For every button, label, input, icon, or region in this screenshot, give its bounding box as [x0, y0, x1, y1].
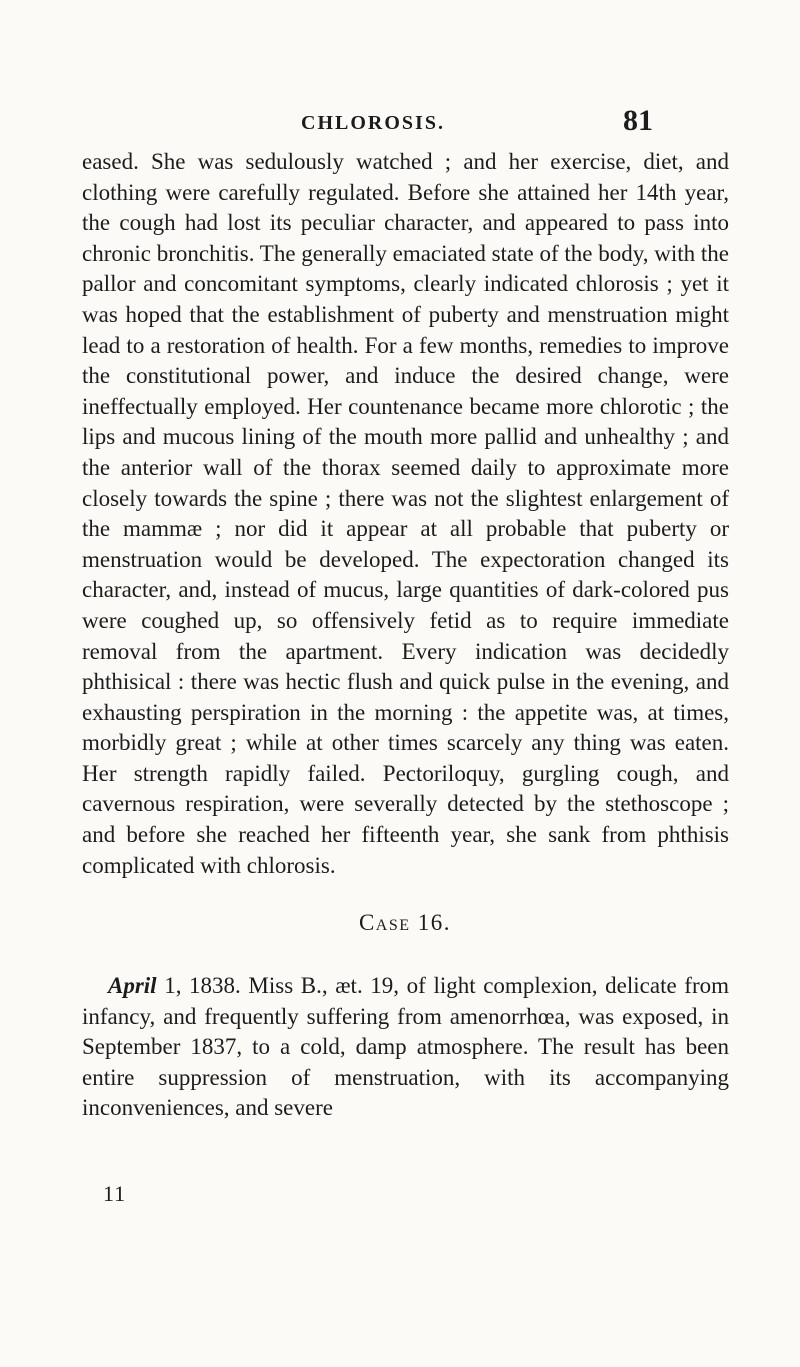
- case-16-text: 1, 1838. Miss B., æt. 19, of light complexion, delicate from infancy, and frequently suffering from amenorrhœa, was exposed, in September 1837, to a cold, damp atmosphere. The result has been entire suppression of menstruation, with its accompanying inconveniences, and severe: [82, 973, 729, 1121]
- case-date-month: April: [108, 973, 157, 998]
- body-paragraph: eased. She was sedulously watched ; and her exercise, diet, and clothing were carefully regulated. Before she attained her 14th year, the cough had lost its peculiar character, and appeared to pass into chronic bronchitis. The generally emaciated state of the body, with the pallor and concomitant symptoms, clearly indicated chlorosis ; yet it was hoped that the establishment of puberty and menstruation might lead to a restoration of health. For a few months, remedies to improve the constitutional power, and induce the desired change, were ineffectually employed. Her countenance became more chlorotic ; the lips and mucous lining of the mouth more pallid and unhealthy ; and the anterior wall of the thorax seemed daily to approximate more closely towards the spine ; there was not the slightest enlargement of the mammæ ; nor did it appear at all probable that puberty or menstruation would be developed. The expectoration changed its character, and, instead of mucus, large quantities of dark-colored pus were coughed up, so offensively fetid as to require immediate removal from the apartment. Every indication was decidedly phthisical : there was hectic flush and quick pulse in the evening, and exhausting perspiration in the morning : the appetite was, at times, morbidly great ; while at other times scarcely any thing was eaten. Her strength rapidly failed. Pectoriloquy, gurgling cough, and cavernous respiration, were severally detected by the stethoscope ; and before she reached her fifteenth year, she sank from phthisis complicated with chlorosis.: [82, 149, 729, 878]
- case-heading: Case 16.: [358, 910, 452, 935]
- signature-mark: 11: [103, 1181, 127, 1206]
- running-head: CHLOROSIS.: [301, 112, 445, 134]
- body-paragraph-case-16: [82, 971, 729, 1124]
- page-number: 81: [623, 104, 653, 137]
